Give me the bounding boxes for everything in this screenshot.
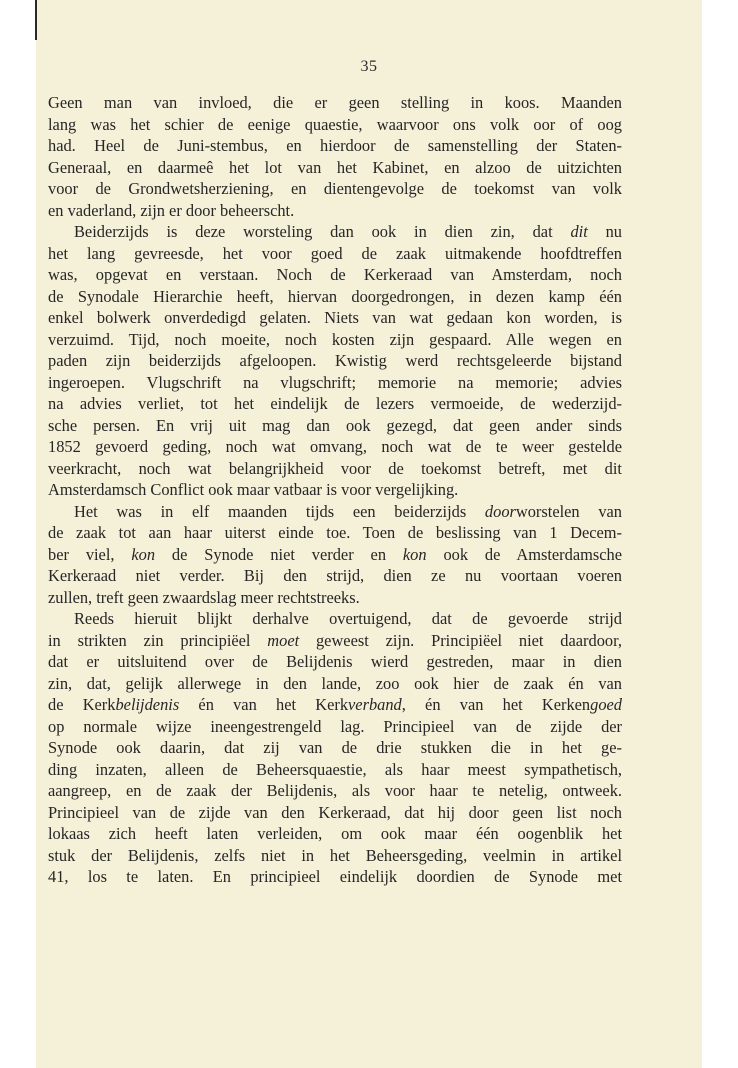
- page-number: 35: [360, 58, 378, 75]
- body-text: [48, 92, 622, 888]
- text-line: de zaak tot aan haar uiterst einde toe. Toen de beslissing van 1 Decem-: [48, 523, 622, 542]
- text-line: de Synodale Hierarchie heeft, hiervan doorgedrongen, in dezen kamp één: [48, 286, 622, 306]
- paragraph: [48, 608, 622, 888]
- text-line: Beiderzijds is deze worsteling dan ook in dien zin, dat dit nu: [74, 222, 622, 241]
- text-line: na advies verliet, tot het eindelijk de lezers vermoeide, de wederzijd-: [48, 394, 622, 413]
- text-line: dat er uitsluitend over de Belijdenis wierd gestreden, maar in dien: [48, 652, 622, 671]
- text-line: 41, los te laten. En principieel eindelijk doordien de Synode met: [48, 867, 622, 886]
- text-line: voor de Grondwetsherziening, en dientengevolge de toekomst van volk: [48, 179, 622, 198]
- text-line: zin, dat, gelijk allerwege in den lande, zoo ook hier de zaak én van: [48, 673, 622, 693]
- text-line: op normale wijze ineengestrengeld lag. Principieel van de zijde der: [48, 716, 622, 736]
- text-line: lokaas zich heeft laten verleiden, om ook maar één oogenblik het: [48, 824, 622, 843]
- text-line: in strikten zin principiëel moet geweest zijn. Principiëel niet daardoor,: [48, 630, 622, 650]
- emphasis: door: [484, 501, 516, 521]
- emphasis: dit: [570, 222, 588, 241]
- text-line: had. Heel de Juni-stembus, en hierdoor de samenstelling der Staten-: [48, 136, 622, 155]
- text-line: ingeroepen. Vlugschrift na vlugschrift; memorie na memorie; advies: [48, 372, 622, 392]
- emphasis: moet: [267, 630, 300, 650]
- text-line: en vaderland, zijn er door beheerscht.: [48, 200, 295, 220]
- book-page: [36, 0, 702, 1068]
- text-line: Amsterdamsch Conflict ook maar vatbaar is voor vergelijking.: [48, 480, 459, 499]
- text-line: zullen, treft geen zwaardslag meer rechtstreeks.: [48, 587, 360, 607]
- emphasis: belijdenis: [115, 695, 180, 714]
- text-line: ber viel, kon de Synode niet verder en kon ook de Amsterdamsche: [48, 544, 622, 564]
- emphasis: kon: [402, 544, 427, 564]
- text-line: ding inzaten, alleen de Beheersquaestie, als haar meest sympathetisch,: [48, 759, 622, 779]
- emphasis: verband: [348, 695, 402, 714]
- text-line: enkel bolwerk onverdedigd gelaten. Niets van wat gedaan kon worden, is: [48, 308, 622, 327]
- text-line: Principieel van de zijde van den Kerkeraad, dat hij door geen list noch: [48, 802, 622, 822]
- text-line: veerkracht, noch wat belangrijkheid voor de toekomst betreft, met dit: [48, 458, 622, 478]
- text-line: 1852 gevoerd geding, noch wat omvang, noch wat de te weer gestelde: [48, 437, 622, 456]
- text-line: Generaal, en daarmeê het lot van het Kabinet, en alzoo de uitzichten: [48, 157, 622, 177]
- text-line: verzuimd. Tijd, noch moeite, noch kosten zijn gespaard. Alle wegen en: [48, 329, 622, 349]
- text-line: aangreep, en de zaak der Belijdenis, als voor haar te netelig, ontweek.: [48, 781, 622, 800]
- text-line: de Kerkbelijdenis én van het Kerkverband, én van het Kerkengoed: [48, 695, 622, 714]
- paragraph: [48, 221, 622, 501]
- paragraph: [48, 92, 622, 221]
- text-line: Geen man van invloed, die er geen stelling in koos. Maanden: [48, 93, 622, 112]
- emphasis: kon: [131, 544, 156, 564]
- text-line: Het was in elf maanden tijds een beiderzijds doorworstelen van: [74, 501, 622, 521]
- emphasis: goed: [590, 695, 622, 714]
- text-line: stuk der Belijdenis, zelfs niet in het Beheersgeding, veelmin in artikel: [48, 845, 622, 865]
- text-line: paden zijn beiderzijds afgeloopen. Kwistig werd rechtsgeleerde bijstand: [48, 351, 622, 370]
- text-line: lang was het schier de eenige quaestie, waarvoor ons volk oor of oog: [48, 114, 622, 134]
- text-line: Kerkeraad niet verder. Bij den strijd, dien ze nu voortaan voeren: [48, 566, 622, 585]
- text-line: het lang gevreesde, het voor goed de zaak uitmakende hoofdtreffen: [48, 243, 622, 263]
- scan-edge-rule: [35, 0, 37, 40]
- text-line: was, opgevat en verstaan. Noch de Kerkeraad van Amsterdam, noch: [48, 265, 622, 284]
- text-line: sche persen. En vrij uit mag dan ook gezegd, dat geen ander sinds: [48, 415, 622, 435]
- text-line: Reeds hieruit blijkt derhalve overtuigend, dat de gevoerde strijd: [74, 609, 622, 628]
- text-line: Synode ook daarin, dat zij van de drie stukken die in het ge-: [48, 738, 622, 757]
- paragraph: [48, 501, 622, 609]
